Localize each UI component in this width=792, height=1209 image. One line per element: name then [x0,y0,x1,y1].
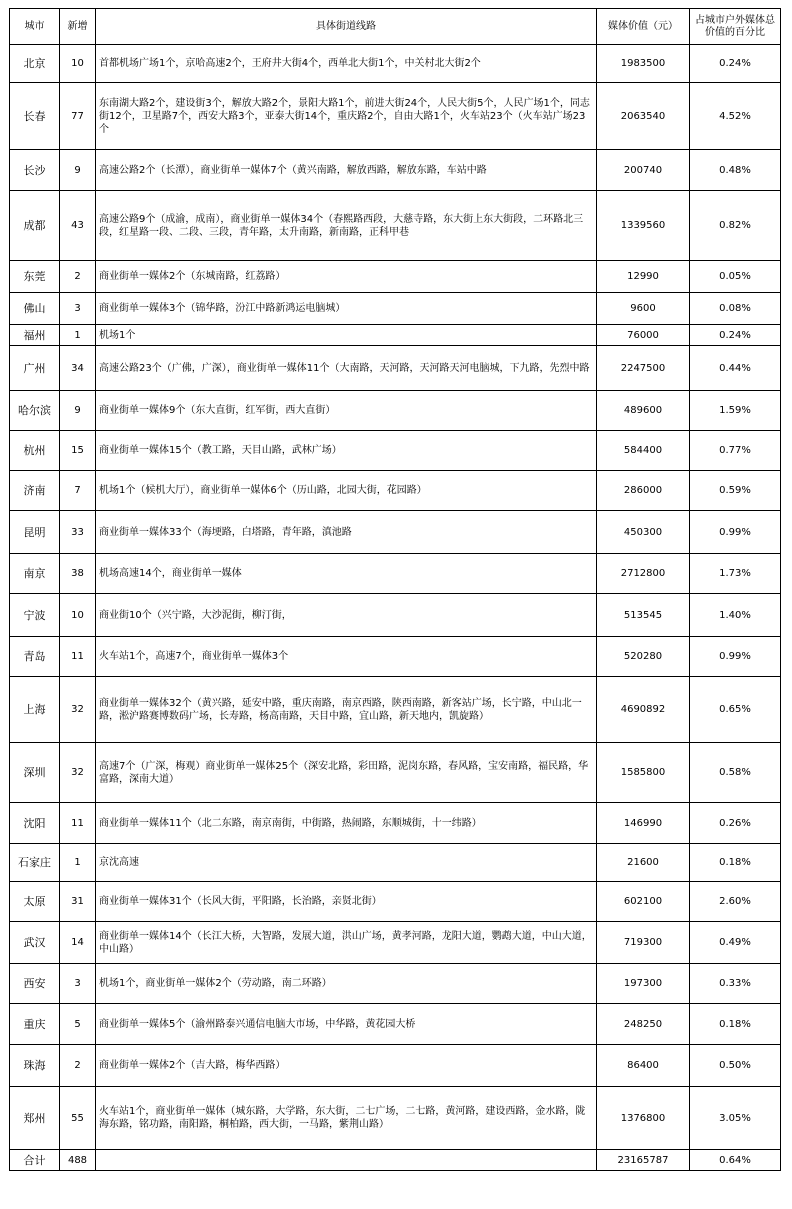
city-cell: 西安 [10,964,60,1004]
route-cell: 首都机场广场1个，京哈高速2个，王府井大街4个，西单北大街1个，中关村北大街2个 [96,45,597,83]
route-cell: 商业街10个（兴宁路，大沙泥街，柳汀街， [96,594,597,637]
media-value-cell: 584400 [597,431,690,471]
route-cell: 东南湖大路2个，建设街3个，解放大路2个，景阳大路1个，前进大街24个，人民大街5个，人民广场1个，同志街12个，卫星路7个，西安大路3个，亚泰大街14个，重庆路2个，自由大路1个，火车站23个（火车站广场23个 [96,83,597,150]
table-row [10,922,781,964]
route-cell: 机场1个（候机大厅），商业街单一媒体6个（历山路，北园大街，花园路） [96,471,597,511]
route-cell: 商业街单一媒体9个（东大直街，红军街，西大直街） [96,391,597,431]
table-row [10,45,781,83]
new-count-cell: 9 [60,150,96,191]
route-cell: 商业街单一媒体11个（北二东路，南京南街，中街路，热闹路，东顺城街，十一纬路） [96,803,597,844]
percentage-cell: 1.40% [690,594,781,637]
city-cell: 成都 [10,191,60,261]
total-pct: 0.64% [690,1150,781,1171]
percentage-cell: 0.24% [690,45,781,83]
total-value: 23165787 [597,1150,690,1171]
total-row [10,1150,781,1171]
city-cell: 长春 [10,83,60,150]
route-cell: 商业街单一媒体2个（东城南路，红荔路） [96,261,597,293]
route-cell: 高速公路23个（广佛，广深），商业街单一媒体11个（大南路，天河路，天河路天河电脑城，下九路，先烈中路 [96,346,597,391]
percentage-cell: 0.50% [690,1045,781,1087]
table-row [10,1087,781,1150]
media-value-cell: 86400 [597,1045,690,1087]
header-pct: 占城市户外媒体总价值的百分比 [690,9,781,45]
percentage-cell: 4.52% [690,83,781,150]
media-value-cell: 9600 [597,293,690,325]
new-count-cell: 15 [60,431,96,471]
new-count-cell: 10 [60,594,96,637]
media-value-cell: 450300 [597,511,690,554]
new-count-cell: 3 [60,293,96,325]
table-row [10,391,781,431]
header-route: 具体街道线路 [96,9,597,45]
new-count-cell: 9 [60,391,96,431]
route-cell: 高速公路9个（成渝，成南），商业街单一媒体34个（春熙路西段，大慈寺路，东大街上东大街段，二环路北三段，红星路一段、二段、三段，青年路，太升南路，新南路，正科甲巷 [96,191,597,261]
percentage-cell: 0.44% [690,346,781,391]
table-body [10,45,781,1150]
route-cell: 火车站1个，商业街单一媒体（城东路，大学路，东大街，二七广场，二七路，黄河路，建设西路，金水路，陇海东路，铭功路，南阳路，桐柏路，西大街，一马路，紫荆山路） [96,1087,597,1150]
media-value-cell: 1376800 [597,1087,690,1150]
media-value-cell: 146990 [597,803,690,844]
table-row [10,803,781,844]
total-route [96,1150,597,1171]
table-row [10,83,781,150]
percentage-cell: 0.48% [690,150,781,191]
new-count-cell: 2 [60,1045,96,1087]
new-count-cell: 34 [60,346,96,391]
media-value-cell: 248250 [597,1004,690,1045]
percentage-cell: 0.05% [690,261,781,293]
percentage-cell: 3.05% [690,1087,781,1150]
route-cell: 商业街单一媒体31个（长风大街，平阳路，长治路，亲贤北街） [96,882,597,922]
media-value-cell: 602100 [597,882,690,922]
percentage-cell: 1.59% [690,391,781,431]
percentage-cell: 1.73% [690,554,781,594]
city-cell: 东莞 [10,261,60,293]
route-cell: 商业街单一媒体33个（海埂路，白塔路，青年路，滇池路 [96,511,597,554]
city-cell: 深圳 [10,743,60,803]
city-cell: 昆明 [10,511,60,554]
header-new: 新增 [60,9,96,45]
media-value-cell: 1585800 [597,743,690,803]
total-new: 488 [60,1150,96,1171]
new-count-cell: 5 [60,1004,96,1045]
route-cell: 火车站1个，高速7个，商业街单一媒体3个 [96,637,597,677]
percentage-cell: 0.59% [690,471,781,511]
new-count-cell: 11 [60,637,96,677]
city-cell: 青岛 [10,637,60,677]
media-value-cell: 200740 [597,150,690,191]
media-value-cell: 1983500 [597,45,690,83]
city-cell: 重庆 [10,1004,60,1045]
media-value-cell: 719300 [597,922,690,964]
table-row [10,325,781,346]
city-cell: 沈阳 [10,803,60,844]
percentage-cell: 0.82% [690,191,781,261]
media-value-cell: 2247500 [597,346,690,391]
percentage-cell: 2.60% [690,882,781,922]
percentage-cell: 0.33% [690,964,781,1004]
percentage-cell: 0.77% [690,431,781,471]
table-row [10,1045,781,1087]
city-cell: 广州 [10,346,60,391]
new-count-cell: 33 [60,511,96,554]
total-label: 合计 [10,1150,60,1171]
table-row [10,150,781,191]
new-count-cell: 14 [60,922,96,964]
city-cell: 郑州 [10,1087,60,1150]
route-cell: 高速7个（广深，梅观）商业街单一媒体25个（深安北路，彩田路，泥岗东路，春风路，宝安南路，福民路，华富路，深南大道） [96,743,597,803]
new-count-cell: 32 [60,743,96,803]
table-row [10,346,781,391]
city-cell: 济南 [10,471,60,511]
route-cell: 商业街单一媒体2个（吉大路，梅华西路） [96,1045,597,1087]
percentage-cell: 0.18% [690,1004,781,1045]
new-count-cell: 3 [60,964,96,1004]
route-cell: 机场1个 [96,325,597,346]
media-value-cell: 520280 [597,637,690,677]
route-cell: 机场高速14个，商业街单一媒体 [96,554,597,594]
city-cell: 长沙 [10,150,60,191]
city-cell: 北京 [10,45,60,83]
city-cell: 太原 [10,882,60,922]
table-row [10,844,781,882]
route-cell: 商业街单一媒体14个（长江大桥，大智路，发展大道，洪山广场，黄孝河路，龙阳大道，鹦鹉大道，中山大道，中山路） [96,922,597,964]
city-cell: 杭州 [10,431,60,471]
media-value-cell: 2712800 [597,554,690,594]
new-count-cell: 77 [60,83,96,150]
table-row [10,471,781,511]
table-row [10,554,781,594]
percentage-cell: 0.24% [690,325,781,346]
percentage-cell: 0.26% [690,803,781,844]
percentage-cell: 0.49% [690,922,781,964]
table-row [10,677,781,743]
city-cell: 佛山 [10,293,60,325]
table-row [10,964,781,1004]
media-value-cell: 12990 [597,261,690,293]
new-count-cell: 31 [60,882,96,922]
new-count-cell: 2 [60,261,96,293]
route-cell: 机场1个，商业街单一媒体2个（劳动路，南二环路） [96,964,597,1004]
new-count-cell: 11 [60,803,96,844]
header-city: 城市 [10,9,60,45]
table-row [10,293,781,325]
new-count-cell: 43 [60,191,96,261]
table-row [10,882,781,922]
media-table [9,8,781,1171]
media-value-cell: 21600 [597,844,690,882]
table-row [10,743,781,803]
city-cell: 福州 [10,325,60,346]
percentage-cell: 0.18% [690,844,781,882]
percentage-cell: 0.08% [690,293,781,325]
media-value-cell: 489600 [597,391,690,431]
header-row [10,9,781,45]
new-count-cell: 1 [60,844,96,882]
city-cell: 珠海 [10,1045,60,1087]
new-count-cell: 38 [60,554,96,594]
new-count-cell: 1 [60,325,96,346]
table-row [10,594,781,637]
media-value-cell: 286000 [597,471,690,511]
city-cell: 南京 [10,554,60,594]
city-cell: 武汉 [10,922,60,964]
new-count-cell: 55 [60,1087,96,1150]
media-value-cell: 4690892 [597,677,690,743]
media-value-cell: 513545 [597,594,690,637]
media-value-cell: 76000 [597,325,690,346]
city-cell: 宁波 [10,594,60,637]
route-cell: 商业街单一媒体32个（黄兴路，延安中路，重庆南路，南京西路，陕西南路，新客站广场，长宁路，中山北一路，淞沪路赛博数码广场，长寿路，杨高南路，天目中路，宜山路，新天地内，凯旋路） [96,677,597,743]
media-value-cell: 2063540 [597,83,690,150]
table-row [10,1004,781,1045]
route-cell: 商业街单一媒体3个（锦华路，汾江中路新鸿运电脑城） [96,293,597,325]
city-cell: 哈尔滨 [10,391,60,431]
percentage-cell: 0.65% [690,677,781,743]
table-row [10,191,781,261]
route-cell: 商业街单一媒体5个（渝州路泰兴通信电脑大市场，中华路，黄花园大桥 [96,1004,597,1045]
new-count-cell: 7 [60,471,96,511]
percentage-cell: 0.99% [690,637,781,677]
table-row [10,637,781,677]
route-cell: 高速公路2个（长潭），商业街单一媒体7个（黄兴南路，解放西路，解放东路，车站中路 [96,150,597,191]
table-row [10,431,781,471]
percentage-cell: 0.99% [690,511,781,554]
media-value-cell: 1339560 [597,191,690,261]
header-value: 媒体价值（元） [597,9,690,45]
media-value-cell: 197300 [597,964,690,1004]
new-count-cell: 32 [60,677,96,743]
city-cell: 上海 [10,677,60,743]
city-cell: 石家庄 [10,844,60,882]
route-cell: 商业街单一媒体15个（教工路，天目山路，武林广场） [96,431,597,471]
table-row [10,511,781,554]
new-count-cell: 10 [60,45,96,83]
table-row [10,261,781,293]
route-cell: 京沈高速 [96,844,597,882]
percentage-cell: 0.58% [690,743,781,803]
